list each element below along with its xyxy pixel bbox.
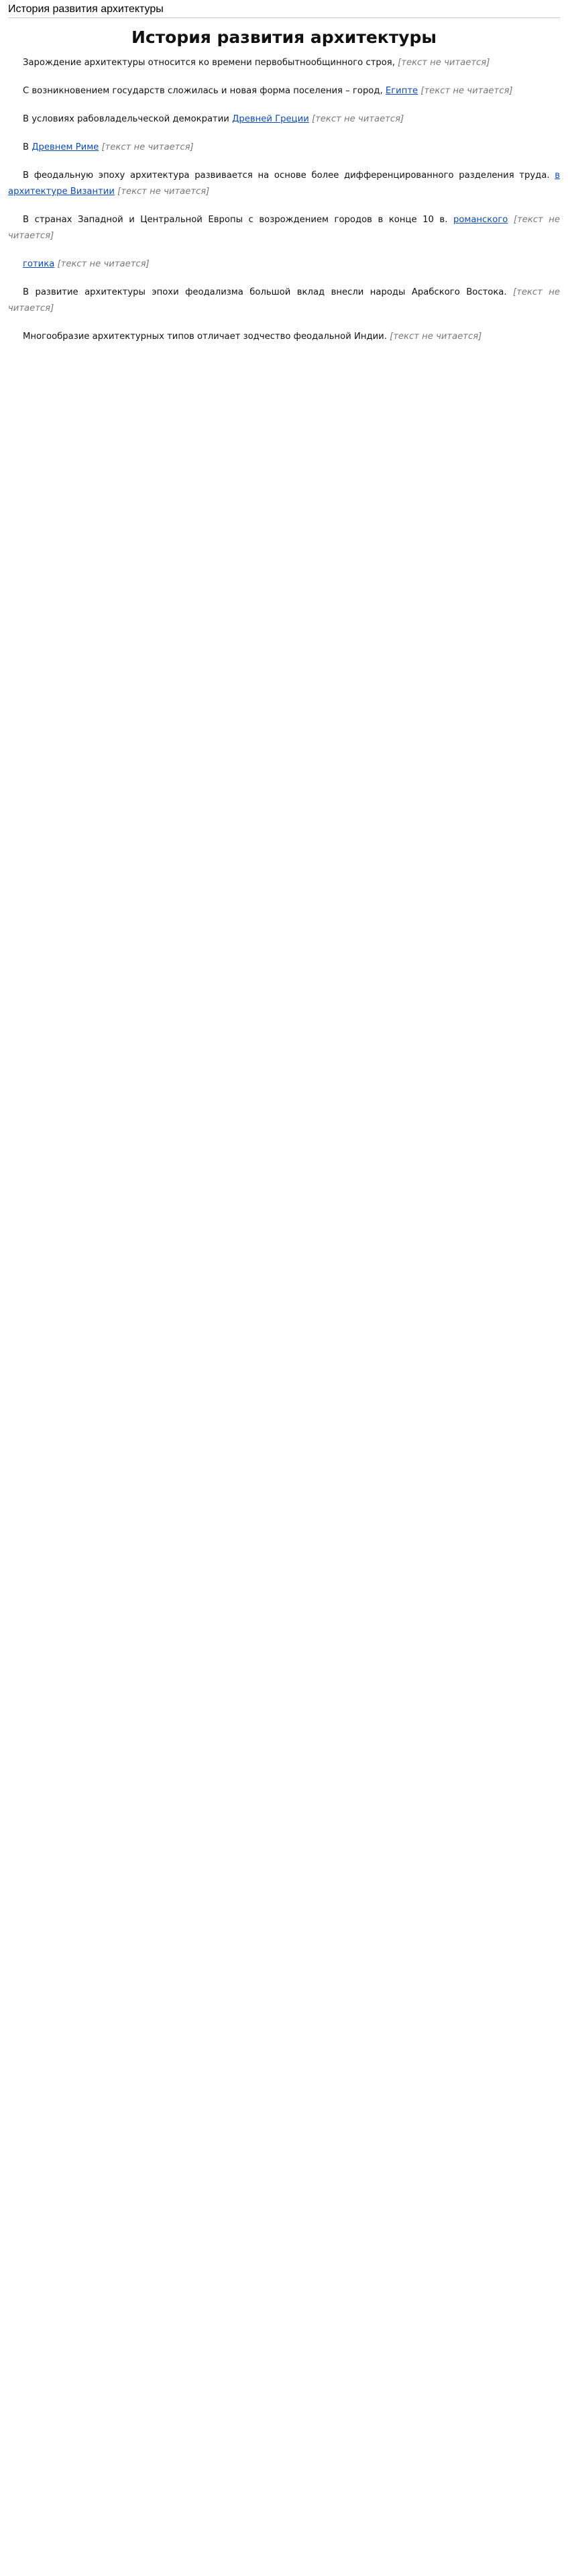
article-paragraph bbox=[8, 329, 560, 345]
paragraph-lead-text: С возникновением государств сложилась и новая форма поселения – город, bbox=[23, 86, 386, 96]
article-paragraph bbox=[8, 168, 560, 200]
paragraph-lead-text: В bbox=[23, 142, 32, 152]
article-paragraph bbox=[8, 256, 560, 273]
paragraph-rest-text: [текст не читается] bbox=[8, 287, 561, 313]
article-link[interactable]: романского bbox=[453, 215, 508, 225]
paragraph-rest-text: [текст не читается] bbox=[101, 142, 194, 152]
paragraph-lead-text: В феодальную эпоху архитектура развивается на основе более дифференцированного разделения труда. bbox=[23, 170, 555, 181]
article-paragraph bbox=[8, 55, 560, 71]
paragraph-rest-text: [текст не читается] bbox=[8, 215, 560, 241]
paragraph-rest-text: [текст не читается] bbox=[57, 259, 150, 269]
article-link[interactable]: Египте bbox=[385, 86, 418, 96]
paragraph-rest-text: [текст не читается] bbox=[420, 86, 513, 96]
page-title: История развития архитектуры bbox=[8, 3, 164, 15]
paragraph-lead-text: Зарождение архитектуры относится ко времени первобытнообщинного строя, bbox=[23, 58, 398, 68]
paragraph-lead-text: Многообразие архитектурных типов отличает зодчество феодальной Индии. bbox=[23, 332, 390, 342]
paragraph-rest-text: [текст не читается] bbox=[390, 332, 482, 342]
article-paragraph bbox=[8, 285, 560, 317]
article-paragraph bbox=[8, 140, 560, 156]
article-heading: История развития архитектуры bbox=[131, 28, 437, 47]
article-paragraph bbox=[8, 212, 560, 244]
paragraph-rest-text: [текст не читается] bbox=[311, 114, 404, 124]
article-link[interactable]: Древнем Риме bbox=[32, 142, 99, 152]
article-link[interactable]: Древней Греции bbox=[232, 114, 309, 124]
article-link[interactable]: в архитектуре Византии bbox=[8, 170, 560, 197]
article-body bbox=[8, 55, 560, 345]
article-link[interactable]: готика bbox=[23, 259, 55, 269]
paragraph-lead-text: В условиях рабовладельческой демократии bbox=[23, 114, 233, 124]
article-paragraph bbox=[8, 111, 560, 128]
page-title-bar bbox=[8, 0, 560, 18]
paragraph-rest-text: [текст не читается] bbox=[398, 58, 490, 68]
paragraph-lead-text: В странах Западной и Центральной Европы с возрождением городов в конце 10 в. bbox=[23, 215, 453, 225]
article-page bbox=[0, 0, 568, 368]
paragraph-lead-text: В развитие архитектуры эпохи феодализма большой вклад внесли народы Арабского Востока. bbox=[23, 287, 513, 297]
article-paragraph bbox=[8, 83, 560, 99]
paragraph-rest-text: [текст не читается] bbox=[117, 187, 210, 197]
